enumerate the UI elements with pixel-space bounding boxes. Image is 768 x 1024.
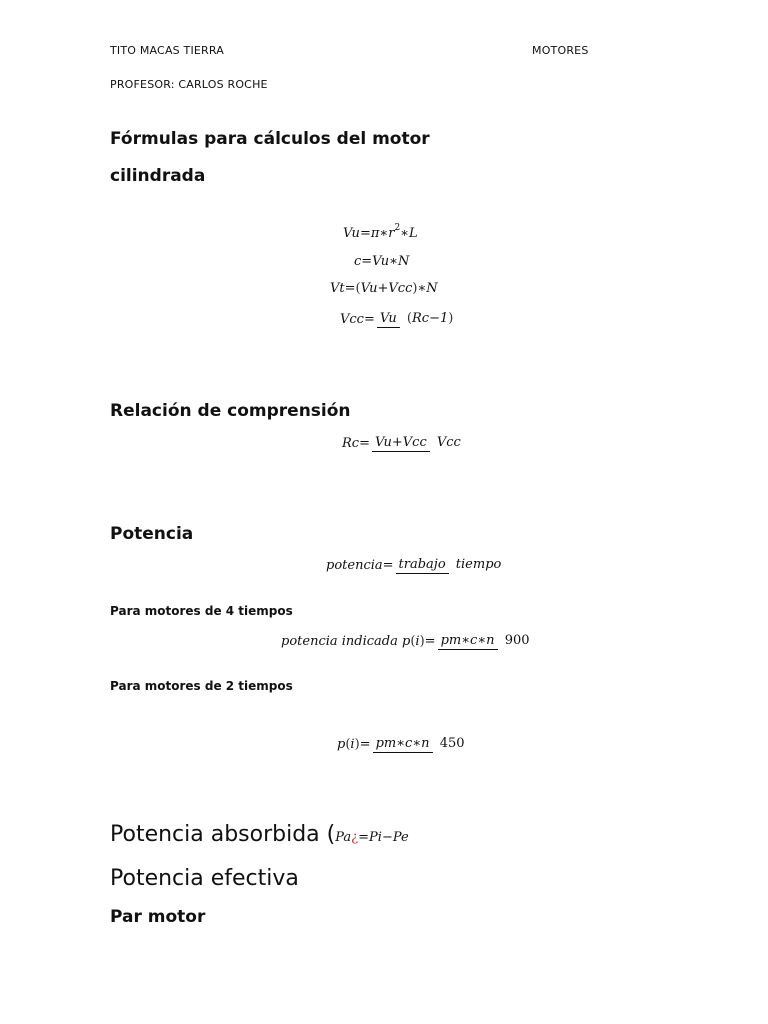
eq-rc-fraction	[372, 434, 464, 452]
eq-vcc-fraction: Vu (Rc−1)	[377, 310, 456, 328]
potencia-absorbida-line	[110, 822, 409, 847]
eq-vu-exponent: 2	[394, 222, 401, 233]
equation-vt: Vt= ( Vu+Vcc ) ∗N	[330, 281, 438, 296]
eq-vt-sum: Vu+Vcc	[360, 281, 413, 296]
eq-vt-tail: ∗N	[417, 281, 438, 296]
potencia-heading: Potencia	[110, 524, 194, 544]
equation-vcc	[340, 310, 458, 328]
subject-label: MOTORES	[532, 44, 589, 57]
formulas-title: Fórmulas para cálculos del motor	[110, 129, 430, 149]
eq-vu-rhs: =π∗r	[359, 226, 395, 241]
eq-potencia-numerator: trabajo	[396, 557, 449, 574]
eq-p4-eq: =	[424, 633, 436, 649]
eq-p2-denominator: 450	[439, 736, 465, 751]
relacion-heading: Relación de comprensión	[110, 401, 351, 421]
dos-tiempos-heading: Para motores de 2 tiempos	[110, 679, 293, 693]
equation-pa	[335, 830, 408, 845]
equation-rc	[342, 434, 466, 452]
equation-potencia-2t: p ( i ) = pm∗c∗n 450	[337, 735, 470, 753]
eq-p2-eq: =	[359, 736, 371, 752]
eq-vu-lhs: Vu	[343, 226, 360, 241]
author-name: TITO MACAS TIERRA	[110, 44, 225, 57]
cilindrada-heading: cilindrada	[110, 166, 206, 186]
equation-potencia	[326, 556, 506, 574]
eq-p4-arg: i	[415, 633, 420, 649]
eq-vcc-numerator: Vu	[377, 311, 400, 328]
potencia-absorbida-heading: Potencia absorbida (	[110, 822, 336, 847]
eq-p4-numerator: pm∗c∗n	[438, 633, 498, 650]
eq-vt-lhs: Vt=	[330, 281, 356, 296]
eq-p4-lhs: potencia indicada p	[281, 633, 411, 649]
eq-vu-tail: ∗L	[400, 226, 418, 241]
eq-p2-numerator: pm∗c∗n	[373, 736, 433, 753]
eq-vcc-denominator: Rc−1	[412, 311, 449, 326]
equation-c	[354, 254, 409, 269]
cuatro-tiempos-heading: Para motores de 4 tiempos	[110, 604, 293, 618]
potencia-efectiva-heading: Potencia efectiva	[110, 866, 299, 891]
eq-p4-fraction	[438, 632, 533, 650]
eq-pa-lhs: Pa	[335, 830, 352, 845]
eq-p2-fraction	[373, 735, 468, 753]
professor-label: PROFESOR: CARLOS ROCHE	[110, 78, 268, 91]
equation-vu	[343, 222, 418, 241]
eq-potencia-denominator: tiempo	[455, 557, 502, 572]
par-motor-heading: Par motor	[110, 907, 206, 927]
eq-rc-numerator: Vu+Vcc	[372, 435, 430, 452]
eq-pa-mark: ¿	[351, 830, 359, 845]
eq-p2-lhs: p	[337, 736, 346, 752]
eq-c-text: c=Vu∗N	[354, 254, 410, 269]
eq-rc-lhs: Rc=	[342, 435, 370, 451]
eq-potencia-fraction	[396, 556, 505, 574]
eq-vcc-lhs: Vcc=	[340, 311, 375, 327]
equation-potencia-4t: potencia indicada p ( i ) = pm∗c∗n 900	[281, 632, 535, 650]
eq-p4-denominator: 900	[504, 633, 530, 648]
eq-pa-rhs: =Pi−Pe	[358, 830, 409, 845]
eq-potencia-lhs: potencia=	[326, 557, 394, 573]
eq-rc-denominator: Vcc	[436, 435, 461, 450]
eq-p2-arg: i	[350, 736, 355, 752]
